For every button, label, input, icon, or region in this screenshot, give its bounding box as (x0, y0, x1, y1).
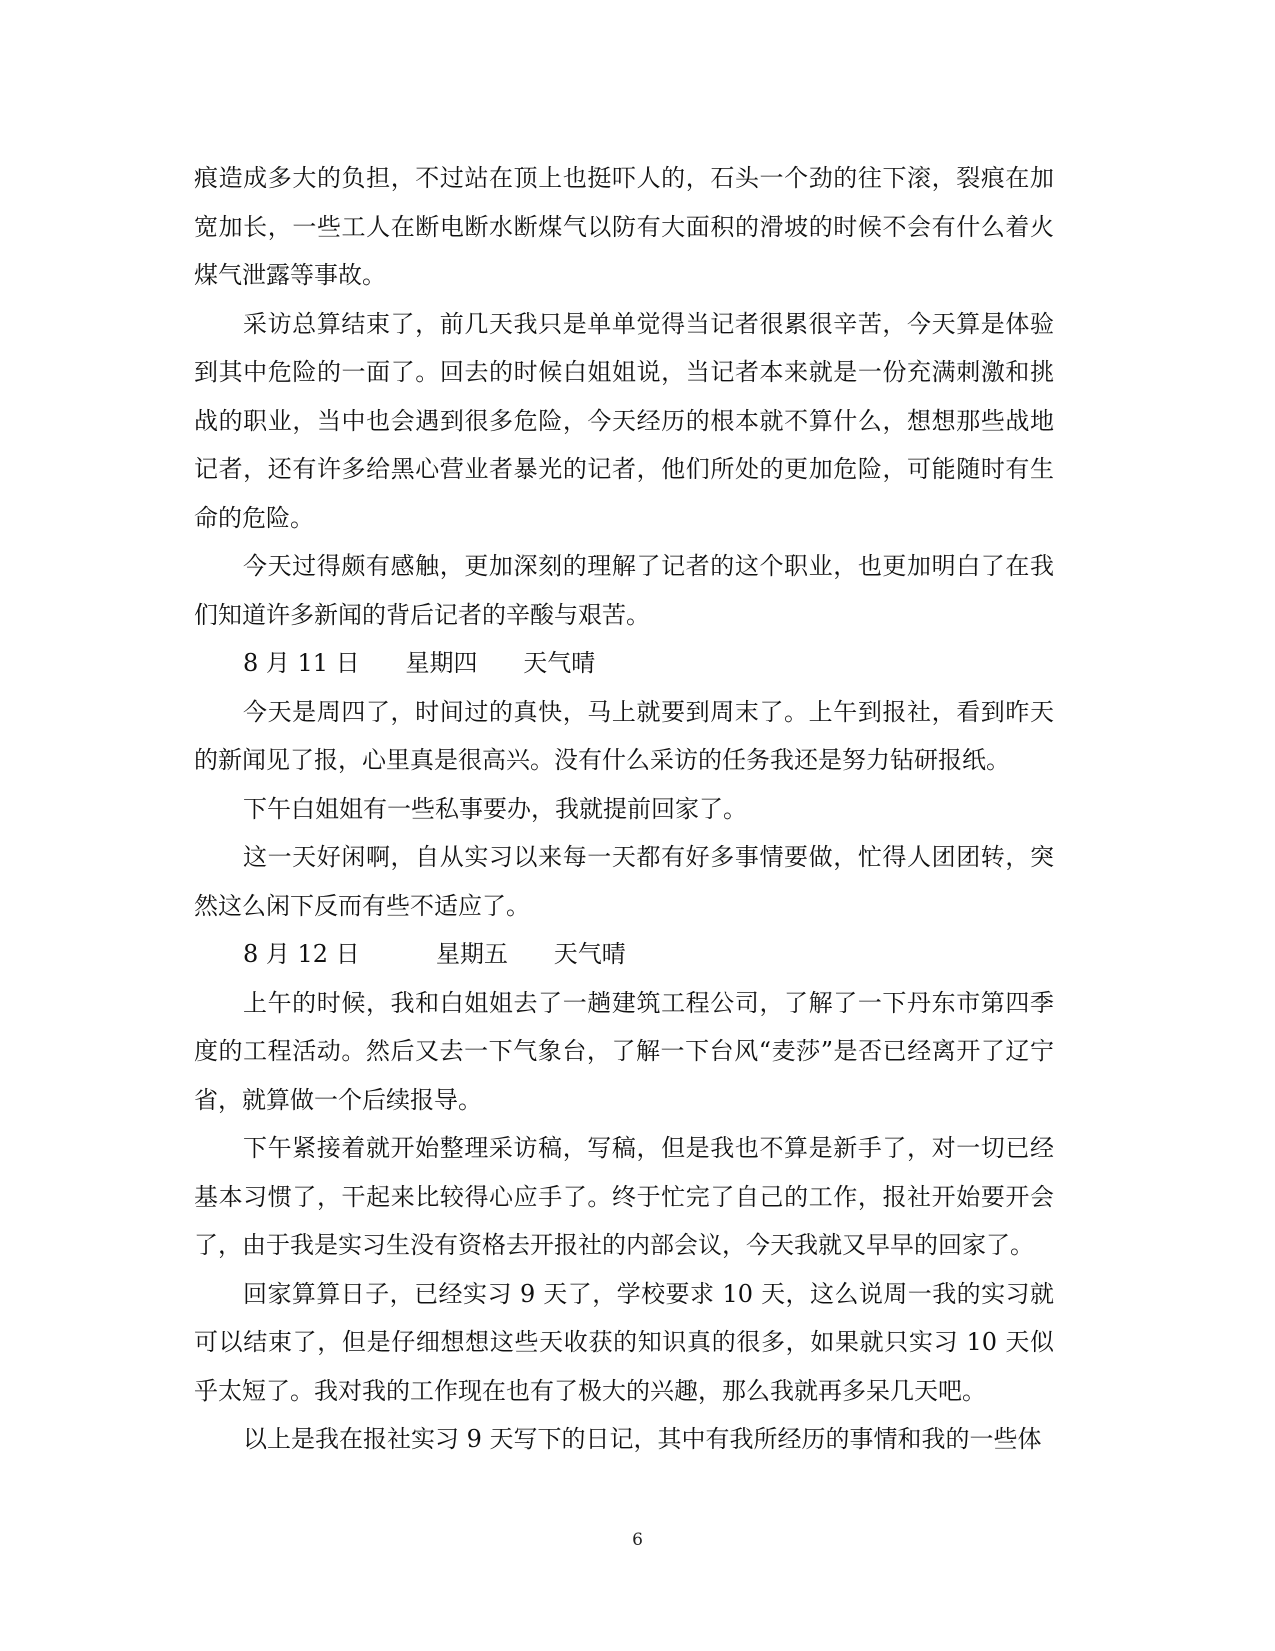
paragraph-thursday-afternoon: 下午白姐姐有一些私事要办，我就提前回家了。 (243, 794, 747, 823)
paragraph-idle-day: 这一天好闲啊，自从实习以来每一天都有好多事情要做，忙得人团团转，突然这么闲下反而有些不适应了。 (194, 843, 1054, 920)
paragraph-interview-end: 采访总算结束了，前几天我只是单单觉得当记者很累很辛苦，今天算是体验到其中危险的一面了。回去的时候白姐姐说，当记者本来就是一份充满刺激和挑战的职业，当中也会遇到很多危险，今天经历的根本就不算什么，想想那些战地记者，还有许多给黑心营业者暴光的记者，他们所处的更加危险，可能随时有生命的危险。 (194, 309, 1054, 532)
paragraph-friday-afternoon: 下午紧接着就开始整理采访稿，写稿，但是我也不算是新手了，对一切已经基本习惯了，干起来比较得心应手了。终于忙完了自己的工作，报社开始要开会了，由于我是实习生没有资格去开报社的内部会议，今天我就又早早的回家了。 (194, 1134, 1054, 1259)
paragraph-reflection: 今天过得颇有感触，更加深刻的理解了记者的这个职业，也更加明白了在我们知道许多新闻的背后记者的辛酸与艰苦。 (194, 552, 1054, 629)
paragraph-thursday-morning: 今天是周四了，时间过的真快，马上就要到周末了。上午到报社，看到昨天的新闻见了报，心里真是很高兴。没有什么采访的任务我还是努力钻研报纸。 (194, 697, 1054, 774)
document-body (194, 154, 1054, 1464)
paragraph-counting-days: 回家算算日子，已经实习 9 天了，学校要求 10 天，这么说周一我的实习就可以结束了，但是仔细想想这些天收获的知识真的很多，如果就只实习 10 天似乎太短了。我对我的工作现在也有了极大的兴趣，那么我就再多呆几天吧。 (194, 1279, 1054, 1405)
diary-date-aug-11: 8 月 11 日 星期四 天气晴 (243, 649, 596, 677)
paragraph-summary: 以上是我在报社实习 9 天写下的日记，其中有我所经历的事情和我的一些体 (243, 1425, 1042, 1453)
paragraph-friday-morning: 上午的时候，我和白姐姐去了一趟建筑工程公司，了解了一下丹东市第四季度的工程活动。然后又去一下气象台，了解一下台风“麦莎”是否已经离开了辽宁省，就算做一个后续报导。 (194, 988, 1054, 1114)
page-number: 6 (632, 1530, 643, 1550)
paragraph-continuation: 痕造成多大的负担，不过站在顶上也挺吓人的，石头一个劲的往下滚，裂痕在加宽加长，一些工人在断电断水断煤气以防有大面积的滑坡的时候不会有什么着火煤气泄露等事故。 (194, 164, 1054, 289)
diary-date-aug-12: 8 月 12 日 星期五 天气晴 (243, 940, 626, 968)
